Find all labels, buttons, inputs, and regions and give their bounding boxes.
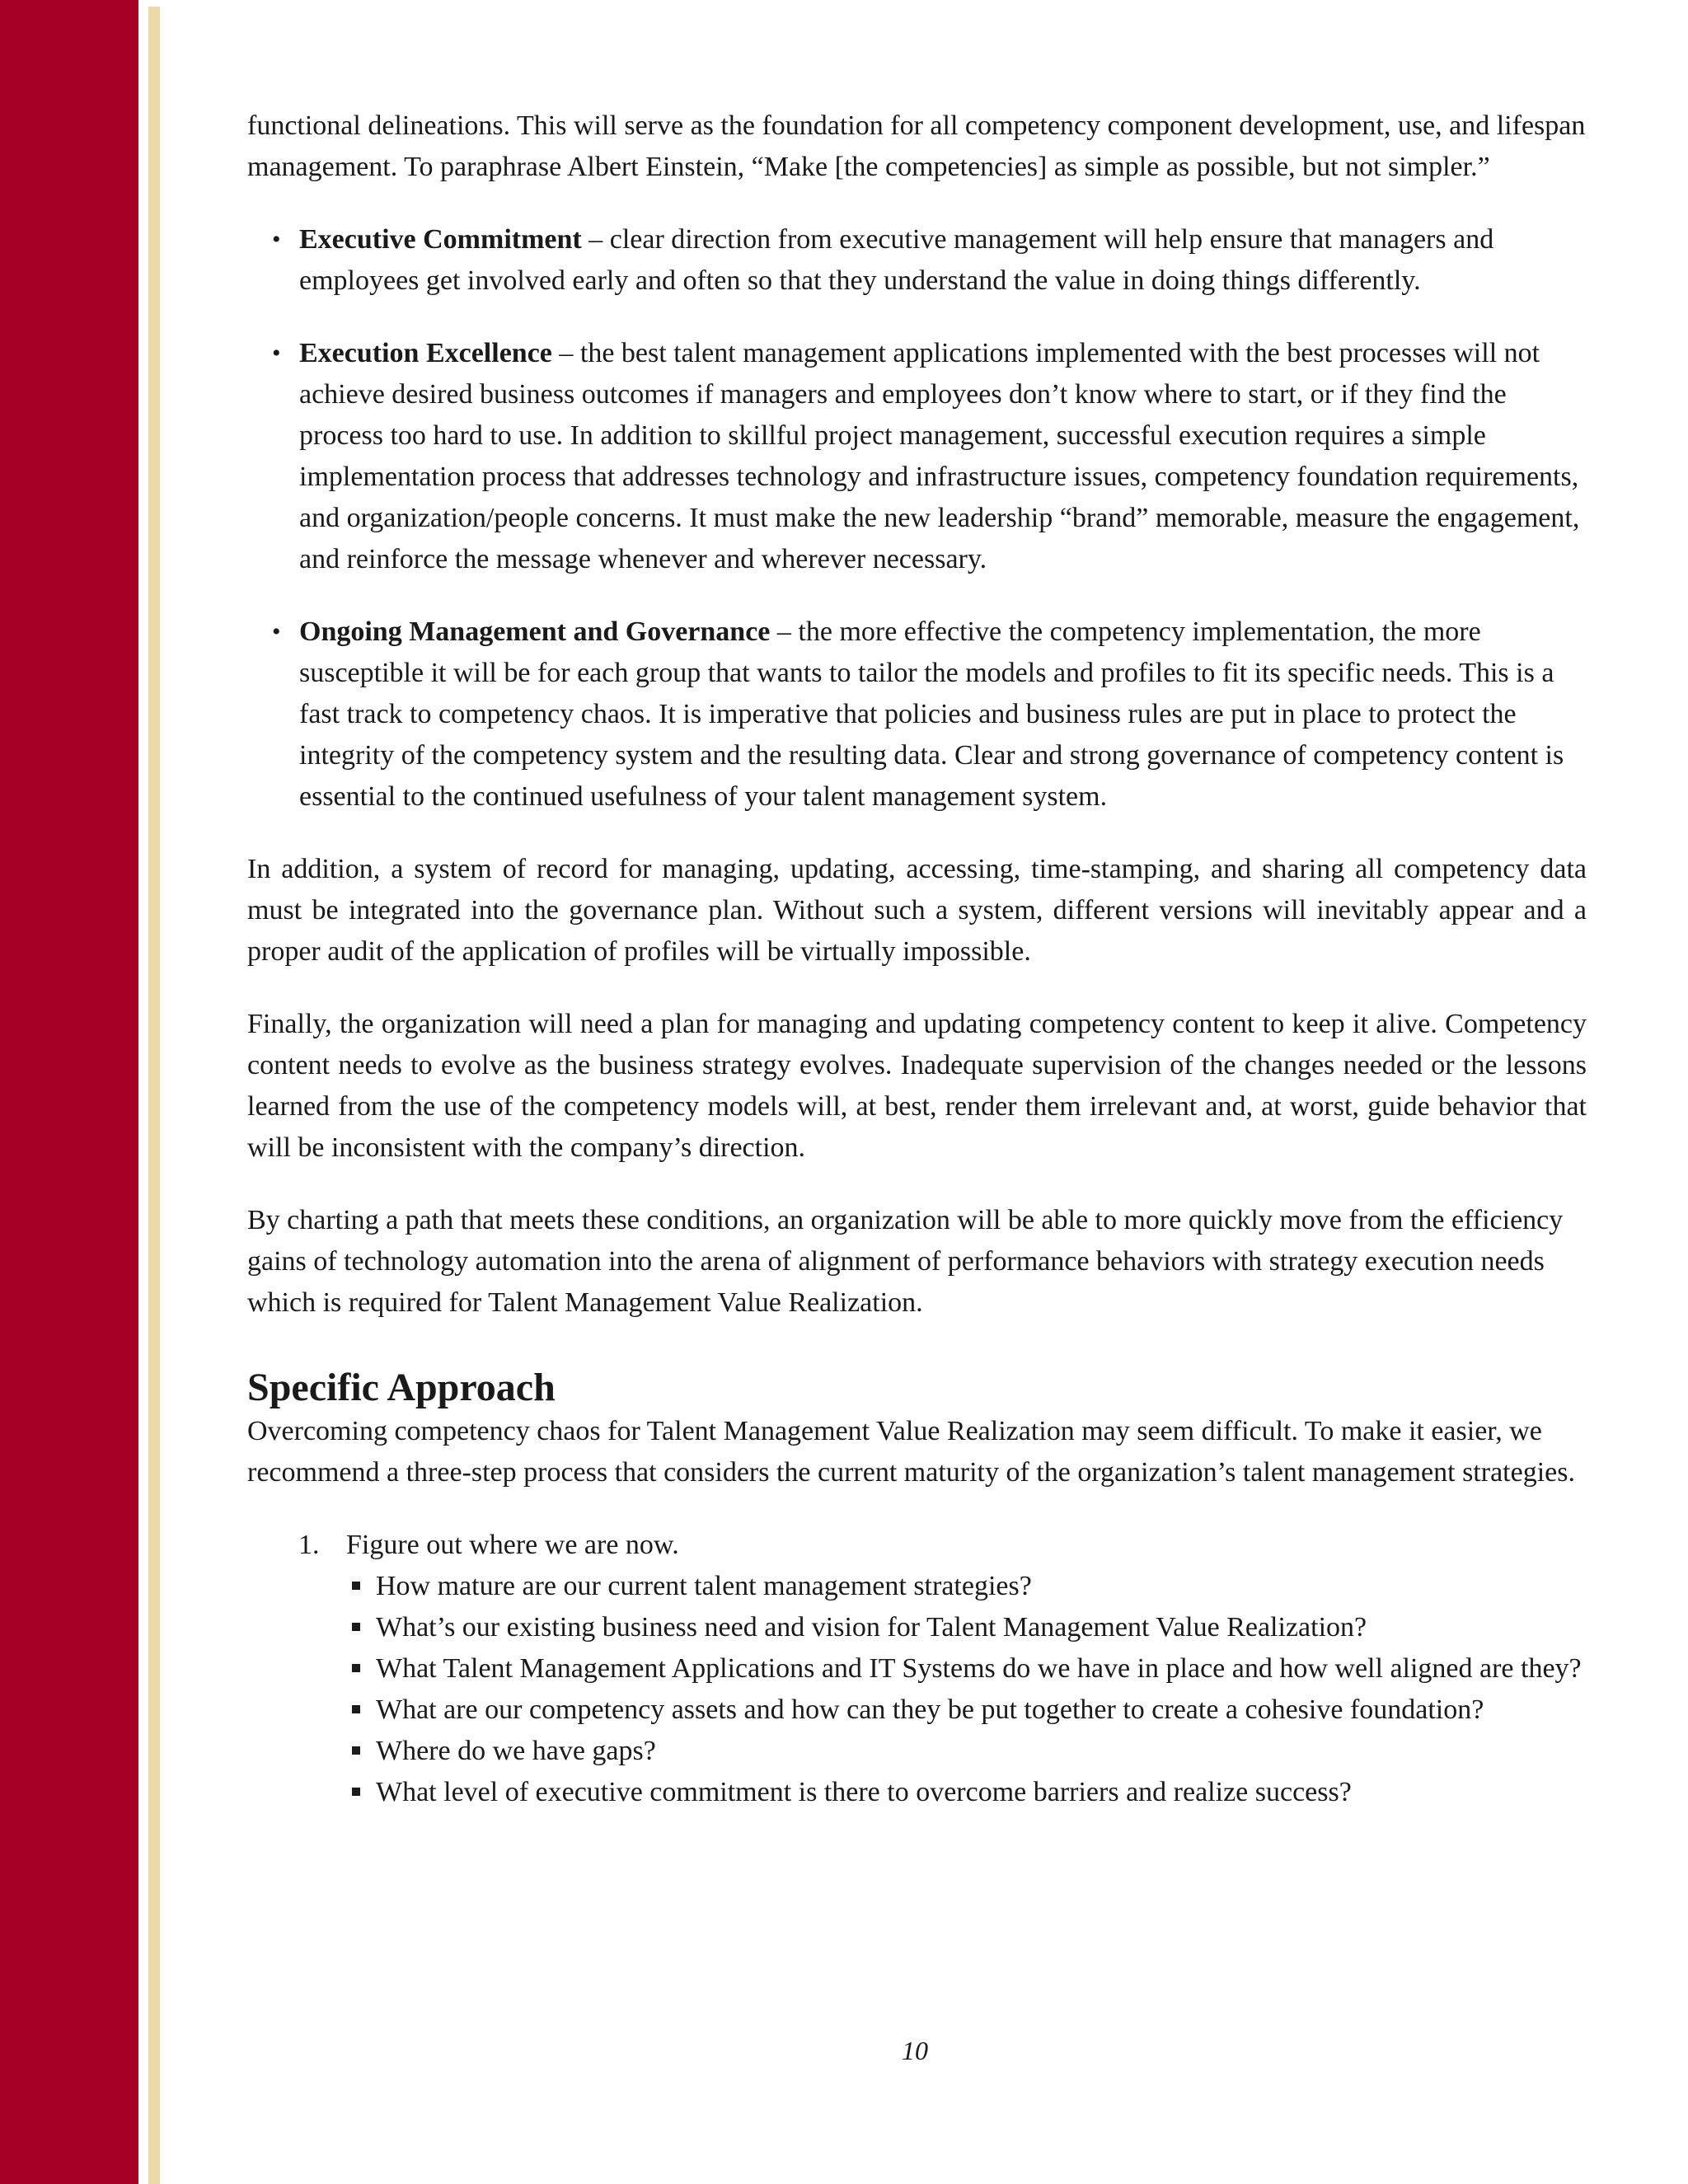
square-bullet-icon xyxy=(352,1788,360,1796)
step-number: 1. xyxy=(298,1530,320,1560)
question-item xyxy=(346,1772,1587,1813)
question-item xyxy=(346,1607,1587,1648)
list-item xyxy=(247,219,1587,302)
list-item xyxy=(247,333,1587,580)
question-item xyxy=(346,1566,1587,1607)
question-item xyxy=(346,1690,1587,1731)
system-of-record-paragraph: In addition, a system of record for managing, updating, accessing, time-stamping, and sharing all competency data must be integrated into the governance plan. Without such a system, different versions will inevitably appear and a proper audit of the application of profiles will be virtually impossible. xyxy=(247,854,1587,967)
bullet-title: Execution Excellence xyxy=(299,338,552,368)
page-body xyxy=(247,105,1587,1813)
step-questions-list xyxy=(346,1566,1587,1813)
question-text: How mature are our current talent management strategies? xyxy=(376,1571,1032,1601)
square-bullet-icon xyxy=(352,1705,360,1713)
bullet-dot-icon: • xyxy=(272,618,281,645)
bullet-title: Executive Commitment xyxy=(299,224,582,255)
bullet-title: Ongoing Management and Governance xyxy=(299,616,771,647)
step-text: Figure out where we are now. xyxy=(346,1530,679,1560)
bullet-dot-icon: • xyxy=(272,226,281,253)
content-updating-paragraph: Finally, the organization will need a plan for managing and updating competency content to keep it alive. Competency content needs to evolve as the business strategy evolves. Inadequate supervision of the changes needed or the lessons learned from the use of the competency models will, at best, render them irrelevant and, at worst, guide behavior that will be inconsistent with the company’s direction. xyxy=(247,1009,1587,1163)
left-red-side-bar xyxy=(0,0,138,2184)
bullet-text: – the more effective the competency implementation, the more susceptible it will be for each group that wants to tailor the models and profiles to fit its specific needs. This is a fast track to competency chaos. It is imperative that policies and business rules are put in place to protect the integrity of the competency system and the resulting data. Clear and strong governance of competency content is essential to the continued usefulness of your talent management system. xyxy=(299,616,1564,812)
question-item xyxy=(346,1648,1587,1690)
page-number: 10 xyxy=(902,2036,928,2065)
bullet-text: – clear direction from executive management will help ensure that managers and employees get involved early and often so that they understand the value in doing things differently. xyxy=(299,224,1494,296)
question-item xyxy=(346,1731,1587,1772)
question-text: Where do we have gaps? xyxy=(376,1736,656,1766)
charting-path-paragraph: By charting a path that meets these conditions, an organization will be able to more quickly move from the efficiency gains of technology automation into the arena of alignment of performance behaviors with strategy execution needs which is required for Talent Management Value Realization. xyxy=(247,1205,1564,1318)
square-bullet-icon xyxy=(352,1582,360,1590)
square-bullet-icon xyxy=(352,1746,360,1755)
success-factors-list xyxy=(247,219,1587,818)
steps-list xyxy=(247,1525,1587,1813)
question-text: What level of executive commitment is there to overcome barriers and realize success? xyxy=(376,1777,1352,1807)
left-tan-accent-bar xyxy=(148,7,160,2184)
question-text: What’s our existing business need and vision for Talent Management Value Realization? xyxy=(376,1612,1367,1643)
section-intro-paragraph: Overcoming competency chaos for Talent Management Value Realization may seem difficult. To make it easier, we recommend a three-step process that considers the current maturity of the organization’s talent management strategies. xyxy=(247,1416,1575,1488)
intro-paragraph: functional delineations. This will serve as the foundation for all competency component development, use, and lifespan management. To paraphrase Albert Einstein, “Make [the competencies] as simple as possible, but not simpler.” xyxy=(247,110,1586,182)
section-heading: Specific Approach xyxy=(247,1366,556,1409)
bullet-dot-icon: • xyxy=(272,340,281,367)
square-bullet-icon xyxy=(352,1664,360,1672)
bullet-text: – the best talent management applications implemented with the best processes will not achieve desired business outcomes if managers and employees don’t know where to start, or if they find the process too hard to use. In addition to skillful project management, successful execution requires a simple implementation process that addresses technology and infrastructure issues, competency foundation requirements, and organization/people concerns. It must make the new leadership “brand” memorable, measure the engagement, and reinforce the message whenever and wherever necessary. xyxy=(299,338,1580,574)
list-item xyxy=(247,612,1587,818)
question-text: What Talent Management Applications and IT Systems do we have in place and how well aligned are they? xyxy=(376,1653,1582,1684)
square-bullet-icon xyxy=(352,1623,360,1631)
question-text: What are our competency assets and how can they be put together to create a cohesive foundation? xyxy=(376,1694,1484,1725)
step-item xyxy=(247,1525,1587,1813)
